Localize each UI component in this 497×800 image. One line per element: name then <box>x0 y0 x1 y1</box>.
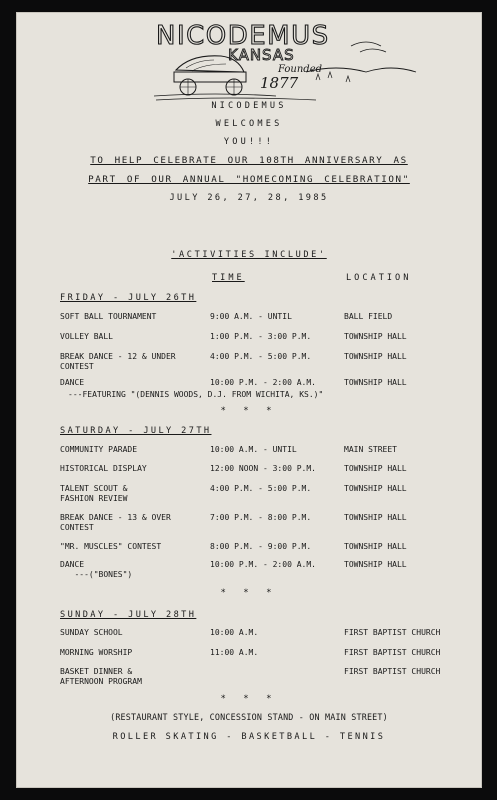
activity-time: 7:00 P.M. - 8:00 P.M. <box>210 513 312 522</box>
activity-time: 10:00 P.M. - 2:00 A.M. <box>210 378 316 387</box>
activity-location: TOWNSHIP HALL <box>344 464 407 473</box>
activity-name: SOFT BALL TOURNAMENT <box>60 312 157 321</box>
activity-location: TOWNSHIP HALL <box>344 560 407 569</box>
activity-time: 9:00 A.M. - UNTIL <box>210 312 292 321</box>
activity-location: TOWNSHIP HALL <box>344 542 407 551</box>
activity-name: HISTORICAL DISPLAY <box>60 464 147 473</box>
concession-note: (RESTAURANT STYLE, CONCESSION STAND - ON MAIN STREET) <box>110 712 388 722</box>
activity-time: 10:00 A.M. <box>210 628 259 637</box>
logo-year: 1877 <box>260 74 299 92</box>
saturday-heading: SATURDAY - JULY 27TH <box>60 426 212 436</box>
activity-time: 8:00 P.M. - 9:00 P.M. <box>210 542 312 551</box>
activity-location: FIRST BAPTIST CHURCH <box>344 628 441 637</box>
logo-subtitle: KANSAS <box>228 46 295 64</box>
activity-name: BASKET DINNER & AFTERNOON PROGRAM <box>60 667 142 686</box>
activity-location: TOWNSHIP HALL <box>344 332 407 341</box>
intro-line-1: NICODEMUS <box>211 101 287 111</box>
activity-time: 1:00 P.M. - 3:00 P.M. <box>210 332 312 341</box>
activity-location: TOWNSHIP HALL <box>344 513 407 522</box>
separator-stars-2: * * * <box>220 588 278 598</box>
activity-location: FIRST BAPTIST CHURCH <box>344 667 441 676</box>
activities-heading: 'ACTIVITIES INCLUDE' <box>171 250 327 260</box>
intro-line-2: WELCOMES <box>215 119 283 129</box>
separator-stars-3: * * * <box>220 694 278 704</box>
extra-activities: ROLLER SKATING - BASKETBALL - TENNIS <box>112 732 386 742</box>
column-header-location: LOCATION <box>346 273 412 283</box>
activity-time: 10:00 A.M. - UNTIL <box>210 445 297 454</box>
activity-name: VOLLEY BALL <box>60 332 113 341</box>
activity-time: 11:00 A.M. <box>210 648 259 657</box>
intro-line-4: TO HELP CELEBRATE OUR 108TH ANNIVERSARY AS <box>90 155 408 166</box>
logo-title: NICODEMUS <box>156 21 330 51</box>
activity-location: FIRST BAPTIST CHURCH <box>344 648 441 657</box>
activity-name: BREAK DANCE - 12 & UNDER CONTEST <box>60 352 176 371</box>
activity-location: TOWNSHIP HALL <box>344 378 407 387</box>
activity-name: SUNDAY SCHOOL <box>60 628 123 637</box>
activity-location: TOWNSHIP HALL <box>344 484 407 493</box>
column-header-time: TIME <box>212 273 245 283</box>
activity-name: DANCE <box>60 378 85 387</box>
activity-name: "MR. MUSCLES" CONTEST <box>60 542 162 551</box>
activity-location: BALL FIELD <box>344 312 393 321</box>
flyer-page <box>16 12 482 788</box>
logo-founded: Founded <box>278 64 323 75</box>
activity-name: TALENT SCOUT & FASHION REVIEW <box>60 484 128 503</box>
friday-featuring: ---FEATURING "(DENNIS WOODS, D.J. FROM WICHITA, KS.)" <box>68 390 324 399</box>
covered-wagon-illustration <box>16 12 482 112</box>
activity-name: DANCE ---("BONES") <box>60 560 133 579</box>
intro-line-3: YOU!!! <box>223 137 275 147</box>
friday-heading: FRIDAY - JULY 26TH <box>60 293 197 303</box>
activity-location: MAIN STREET <box>344 445 397 454</box>
activity-name: COMMUNITY PARADE <box>60 445 138 454</box>
activity-time: 10:00 P.M. - 2:00 A.M. <box>210 560 316 569</box>
activity-name: BREAK DANCE - 13 & OVER CONTEST <box>60 513 171 532</box>
activity-name: MORNING WORSHIP <box>60 648 133 657</box>
separator-stars-1: * * * <box>220 406 278 416</box>
activity-location: TOWNSHIP HALL <box>344 352 407 361</box>
event-dates: JULY 26, 27, 28, 1985 <box>169 193 329 203</box>
intro-line-5: PART OF OUR ANNUAL "HOMECOMING CELEBRATION" <box>88 174 410 185</box>
nicodemus-logo <box>16 12 482 112</box>
activity-time: 12:00 NOON - 3:00 P.M. <box>210 464 316 473</box>
sunday-heading: SUNDAY - JULY 28TH <box>60 610 197 620</box>
activity-time: 4:00 P.M. - 5:00 P.M. <box>210 484 312 493</box>
activity-time: 4:00 P.M. - 5:00 P.M. <box>210 352 312 361</box>
